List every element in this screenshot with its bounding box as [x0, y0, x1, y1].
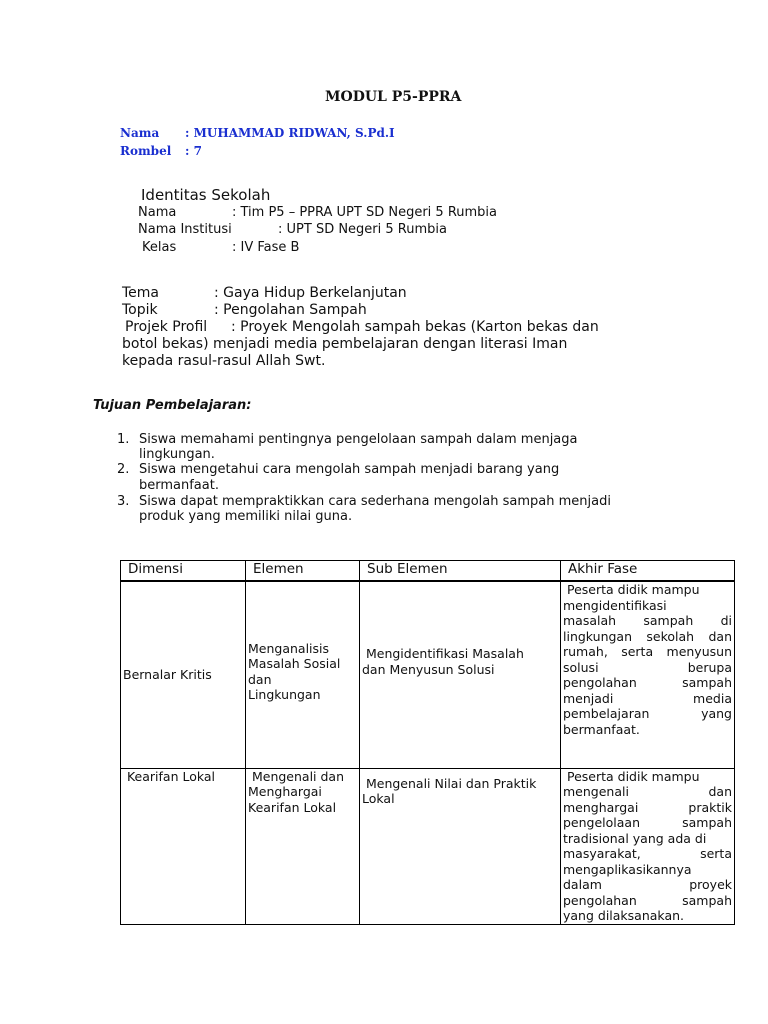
cell-line: mengidentifikasi: [563, 597, 667, 613]
tujuan-item-2-line-1: Siswa mengetahui cara mengolah sampah menjadi barang yang: [139, 462, 560, 477]
identitas-nama-value: : Tim P5 – PPRA UPT SD Negeri 5 Rumbia: [232, 205, 498, 220]
table-row: [121, 768, 735, 924]
cell-line: lingkungan sekolah dan: [563, 628, 732, 644]
header-sub-elemen: Sub Elemen: [360, 561, 561, 582]
tujuan-item-2-line-2: bermanfaat.: [139, 478, 219, 493]
cell-line: rumah, serta menyusun: [563, 644, 732, 659]
cell-line: Mengenali dan: [248, 768, 345, 784]
rombel-label: Rombel: [120, 144, 172, 158]
tujuan-item-1-line-1: Siswa memahami pentingnya pengelolaan sampah dalam menjaga: [139, 432, 578, 447]
cell-line: pembelajaran yang: [563, 706, 732, 721]
cell-sub-elemen: [360, 581, 561, 768]
tujuan-item-1-line-2: lingkungan.: [139, 447, 215, 462]
cell-sub-elemen: [360, 768, 561, 924]
identitas-institusi-value: : UPT SD Negeri 5 Rumbia: [278, 222, 447, 237]
cell-line: pengolahan sampah: [563, 892, 732, 908]
table-row: [121, 581, 735, 768]
cell-line: Peserta didik mampu: [563, 768, 700, 784]
cell-line: Masalah Sosial: [248, 656, 341, 672]
cell-line: Peserta didik mampu: [563, 582, 700, 597]
cell-line: Lingkungan: [248, 687, 321, 703]
table-header-row: [121, 561, 735, 582]
tema-label: Tema: [122, 285, 160, 301]
cell-dimensi: Kearifan Lokal: [121, 768, 246, 924]
dimensi-table: [120, 560, 735, 925]
projek-profil-label: Projek Profil: [125, 319, 208, 335]
tujuan-item-3-line-1: Siswa dapat mempraktikkan cara sederhana mengolah sampah menjadi: [139, 494, 611, 509]
cell-line: pengolahan sampah: [563, 675, 732, 690]
cell-dimensi: Bernalar Kritis: [121, 581, 246, 768]
tema-value: : Gaya Hidup Berkelanjutan: [214, 285, 407, 301]
cell-line: dalam proyek: [563, 877, 732, 892]
rombel-value: : 7: [185, 144, 202, 158]
cell-akhir-fase: [561, 768, 735, 924]
header-dimensi: Dimensi: [121, 561, 246, 582]
cell-line: menjadi media: [563, 690, 732, 706]
tujuan-item-3-number: 3.: [117, 494, 130, 509]
cell-line: menghargai praktik: [563, 799, 732, 815]
tujuan-item-2-number: 2.: [117, 462, 130, 477]
identitas-kelas-label: Kelas: [142, 240, 177, 255]
identitas-nama-label: Nama: [138, 205, 177, 220]
cell-elemen: [246, 581, 360, 768]
identitas-institusi-label: Nama Institusi: [138, 222, 232, 237]
cell-line: Mengenali Nilai dan Praktik: [362, 775, 537, 791]
cell-line: dan: [248, 671, 272, 687]
cell-line: mengenali dan: [563, 784, 732, 799]
header-elemen: Elemen: [246, 561, 360, 582]
document-title: MODUL P5-PPRA: [325, 89, 462, 105]
cell-line: solusi berupa: [563, 659, 732, 675]
cell-line: Kearifan Lokal: [248, 799, 337, 815]
cell-line: Menganalisis: [248, 640, 330, 656]
cell-line: pengelolaan sampah: [563, 815, 732, 830]
projek-profil-line-3: kepada rasul-rasul Allah Swt.: [122, 353, 326, 369]
cell-line: yang dilaksanakan.: [563, 908, 684, 923]
cell-line: masyarakat, serta: [563, 846, 732, 861]
topik-value: : Pengolahan Sampah: [214, 302, 367, 318]
projek-profil-line-1: : Proyek Mengolah sampah bekas (Karton bekas dan: [231, 319, 599, 335]
header-akhir-fase: Akhir Fase: [561, 561, 735, 582]
topik-label: Topik: [122, 302, 158, 318]
identitas-heading: Identitas Sekolah: [141, 186, 271, 204]
cell-line: dan Menyusun Solusi: [362, 661, 495, 677]
cell-line: tradisional yang ada di: [563, 830, 707, 846]
cell-line: Menghargai: [248, 784, 322, 799]
cell-akhir-fase: [561, 581, 735, 768]
cell-line: bermanfaat.: [563, 721, 640, 737]
cell-line: Lokal: [362, 791, 395, 806]
author-name-label: Nama: [120, 126, 160, 140]
cell-line: Mengidentifikasi Masalah: [362, 646, 524, 662]
cell-elemen: [246, 768, 360, 924]
author-name-value: : MUHAMMAD RIDWAN, S.Pd.I: [185, 126, 395, 140]
cell-line: masalah sampah di: [563, 613, 732, 628]
identitas-kelas-value: : IV Fase B: [232, 240, 300, 255]
tujuan-item-1-number: 1.: [117, 432, 130, 447]
tujuan-heading: Tujuan Pembelajaran:: [93, 398, 252, 413]
cell-line: mengaplikasikannya: [563, 861, 692, 877]
projek-profil-line-2: botol bekas) menjadi media pembelajaran dengan literasi Iman: [122, 336, 568, 352]
tujuan-item-3-line-2: produk yang memiliki nilai guna.: [139, 509, 353, 524]
